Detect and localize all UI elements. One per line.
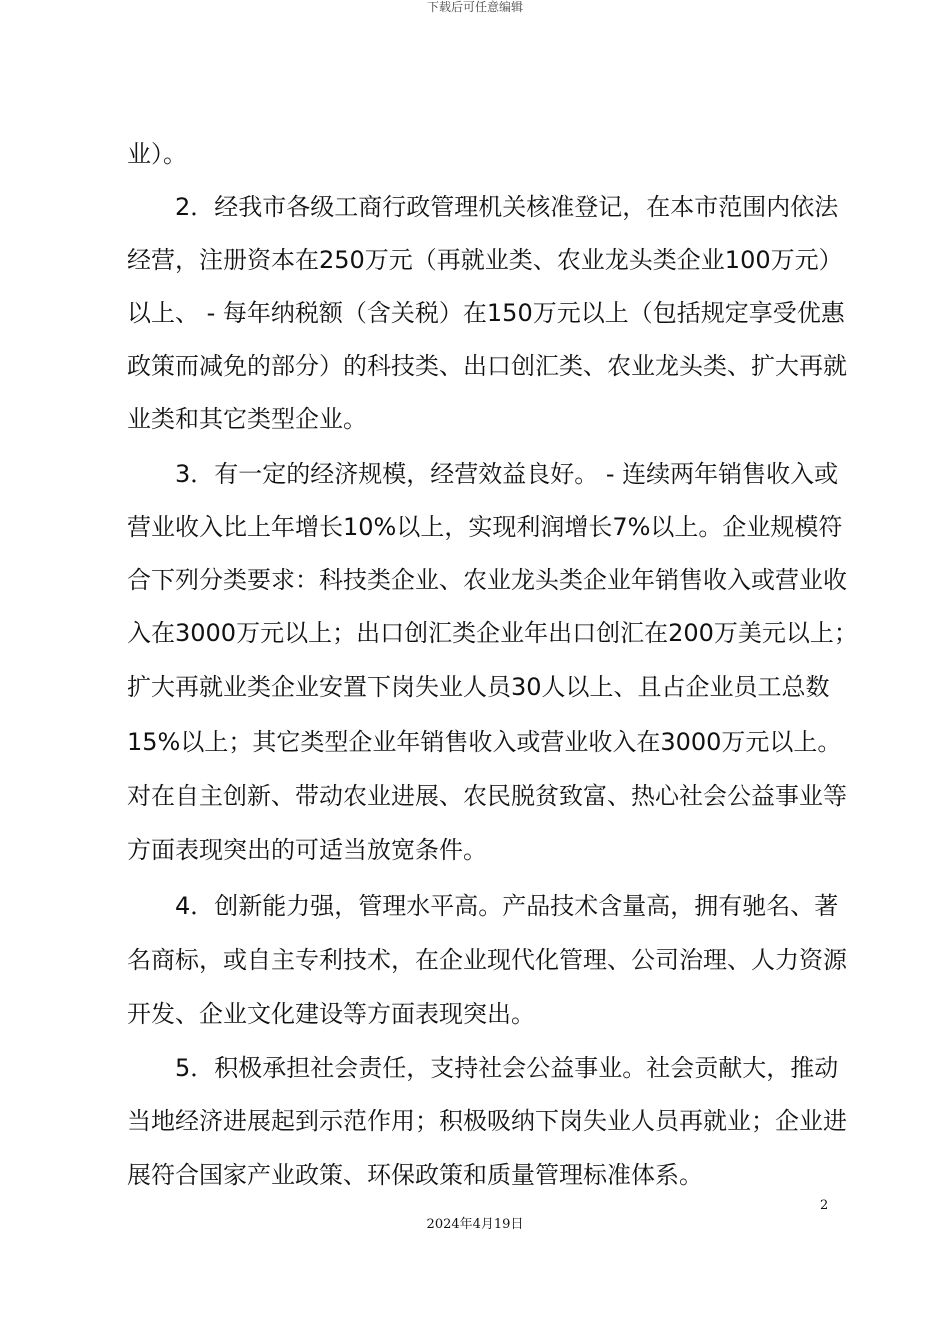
text-line: 营业收入比上年增长10%以上，实现利润增长7%以上。企业规模符 (127, 513, 843, 541)
page-number: 2 (820, 1198, 829, 1213)
text-line: 业类和其它类型企业。 (127, 405, 367, 433)
text-line: 4．创新能力强，管理水平高。产品技术含量高，拥有驰名、著 (175, 892, 839, 920)
text-line: 开发、企业文化建设等方面表现突出。 (127, 1000, 535, 1028)
text-line: 展符合国家产业政策、环保政策和质量管理标准体系。 (127, 1161, 703, 1189)
text-line: 扩大再就业类企业安置下岗失业人员30人以上、且占企业员工总数 (127, 673, 830, 701)
text-line: 3．有一定的经济规模，经营效益良好。 - 连续两年销售收入或 (175, 460, 839, 488)
text-line: 对在自主创新、带动农业进展、农民脱贫致富、热心社会公益事业等 (127, 782, 847, 810)
text-line: 以上、 - 每年纳税额（含关税）在150万元以上（包括规定享受优惠 (127, 299, 845, 327)
text-line: 15%以上；其它类型企业年销售收入或营业收入在3000万元以上。 (127, 728, 842, 756)
text-line: 合下列分类要求：科技类企业、农业龙头类企业年销售收入或营业收 (127, 566, 847, 594)
text-line: 方面表现突出的可适当放宽条件。 (127, 836, 487, 864)
text-line: 2．经我市各级工商行政管理机关核准登记，在本市范围内依法 (175, 193, 839, 221)
text-line: 当地经济进展起到示范作用；积极吸纳下岗失业人员再就业；企业进 (127, 1107, 847, 1135)
text-line: 名商标，或自主专利技术，在企业现代化管理、公司治理、人力资源 (127, 946, 847, 974)
text-line: 政策而减免的部分）的科技类、出口创汇类、农业龙头类、扩大再就 (127, 352, 847, 380)
header-note: 下载后可任意编辑 (426, 0, 523, 14)
text-line: 5．积极承担社会责任，支持社会公益事业。社会贡献大，推动 (175, 1054, 839, 1082)
text-line: 经营，注册资本在250万元（再就业类、农业龙头类企业100万元） (127, 246, 843, 274)
footer-date: 2024年4月19日 (426, 1217, 524, 1232)
text-line: 入在3000万元以上；出口创汇类企业年出口创汇在200万美元以上； (127, 619, 858, 647)
text-line: 业）。 (127, 140, 187, 168)
